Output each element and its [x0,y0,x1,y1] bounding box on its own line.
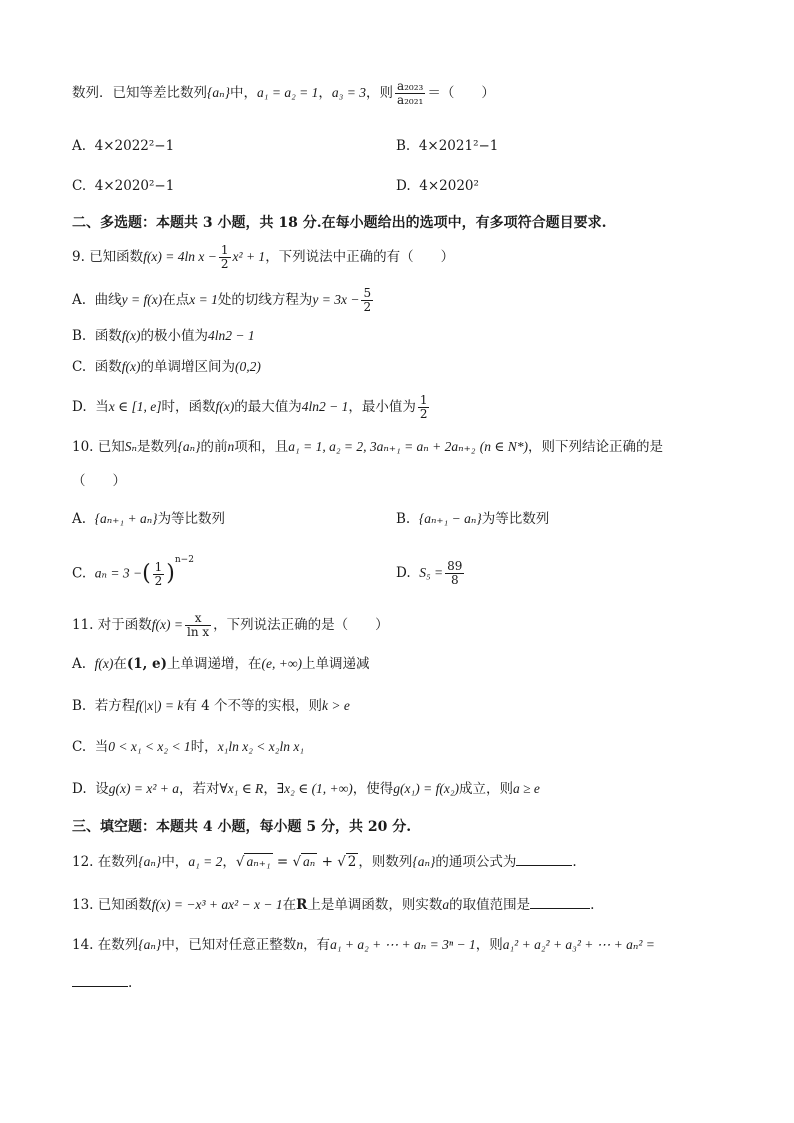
q9-option-c[interactable]: C. 函数f(x)的单调增区间为(0,2) [72,359,261,375]
q11-fraction: $\frac{x}{\text{ln x}}$ [187,611,210,639]
q12-stem: 12. 在数列{aₙ}中，a₁ = 2，√ aₙ₊₁ = √ aₙ + √ 2 ，则数列{aₙ}的通项公式为 . [72,851,577,872]
q13-answer-blank[interactable] [530,894,590,909]
q9-d-fraction: $\frac{1}{2}$ [419,393,428,421]
q11-option-a[interactable]: A. f(x)在(1, e)上单调递增，在(e, +∞)上单调递减 [72,656,370,672]
q11-stem: 11. 对于函数f(x) = $\frac{x}{\text{ln x}}$ ，下列说法正确的是（ ） [72,611,389,639]
q10-option-a[interactable]: A. {aₙ₊₁ + aₙ}为等比数列 [72,511,226,527]
q14-answer-blank[interactable] [72,972,128,987]
q9-option-b[interactable]: B. 函数f(x)的极小值为4ln2 − 1 [72,328,255,344]
q10-option-d[interactable]: D. S₅ = $\frac{89}{8}$ [396,559,463,587]
q10-d-fraction: $\frac{89}{8}$ [447,559,463,587]
q11-option-c[interactable]: C. 当0 < x₁ < x₂ < 1时，x₁ln x₂ < x₂ln x₁ [72,739,305,755]
q8-option-d[interactable]: D. 4×2020² [396,178,479,194]
q8-stem: 数列．已知等差比数列{aₙ}中，a₁ = a₂ = 1，a₃ = 3，则 $\frac{\text{a₂₀₂₃}}{\text{a₂₀₂₁}}$ ＝（ ） [72,79,495,107]
q8-option-c[interactable]: C. 4×2020²−1 [72,178,175,194]
q10-option-b[interactable]: B. {aₙ₊₁ − aₙ}为等比数列 [396,511,550,527]
q8-option-a[interactable]: A. 4×2022²−1 [72,138,175,154]
q10-c-fraction: $\frac{1}{2}$ [154,559,163,588]
q12-answer-blank[interactable] [516,851,572,866]
q10-stem-paren: （ ） [72,473,126,489]
q14-stem: 14. 在数列{aₙ}中，已知对任意正整数n，有a₁ + a₂ + ⋯ + aₙ = 3ⁿ − 1，则a₁² + a₂² + a₃² + ⋯ + aₙ² = [72,937,655,953]
q11-option-d[interactable]: D. 设g(x) = x² + a，若对∀x₁ ∈ R，∃x₂ ∈ (1, +∞)，使得g(x₁) = f(x₂)成立，则a ≥ e [72,781,540,797]
q14-answer-line: . [72,972,132,993]
q9-a-fraction: $\frac{5}{2}$ [363,286,372,314]
section-heading-fill-in: 三、填空题：本题共 4 小题，每小题 5 分，共 20 分. [72,819,412,835]
q9-half-fraction: $\frac{1}{2}$ [220,243,229,271]
q9-stem: 9. 已知函数f(x) = 4ln x − $\frac{1}{2}$ x² + 1，下列说法中正确的有（ ） [72,243,455,271]
section-heading-multiple-choice: 二、多选题：本题共 3 小题，共 18 分.在每小题给出的选项中，有多项符合题目要求. [72,215,607,231]
q10-option-c[interactable]: C. aₙ = 3 −( $\frac{1}{2}$ )$^{n-2}$ [72,555,194,588]
q10-stem: 10. 已知Sₙ是数列{aₙ}的前n项和，且a₁ = 1, a₂ = 2, 3aₙ₊₁ = aₙ + 2aₙ₊₂ (n ∈ N*)，则下列结论正确的是 [72,439,663,455]
q8-option-b[interactable]: B. 4×2021²−1 [396,138,499,154]
q11-option-b[interactable]: B. 若方程f(|x|) = k有 4 个不等的实根，则k > e [72,698,350,714]
q9-option-d[interactable]: D. 当x ∈ [1, e]时，函数f(x)的最大值为4ln2 − 1，最小值为 $\frac{1}{2}$ [72,393,428,421]
q13-stem: 13. 已知函数f(x) = −x³ + ax² − x − 1在R上是单调函数，则实数a的取值范围是 . [72,894,594,915]
q8-fraction: $\frac{\text{a₂₀₂₃}}{\text{a₂₀₂₁}}$ [396,79,424,107]
q9-option-a[interactable]: A. 曲线y = f(x)在点x = 1处的切线方程为y = 3x − $\frac{5}{2}$ [72,286,372,314]
